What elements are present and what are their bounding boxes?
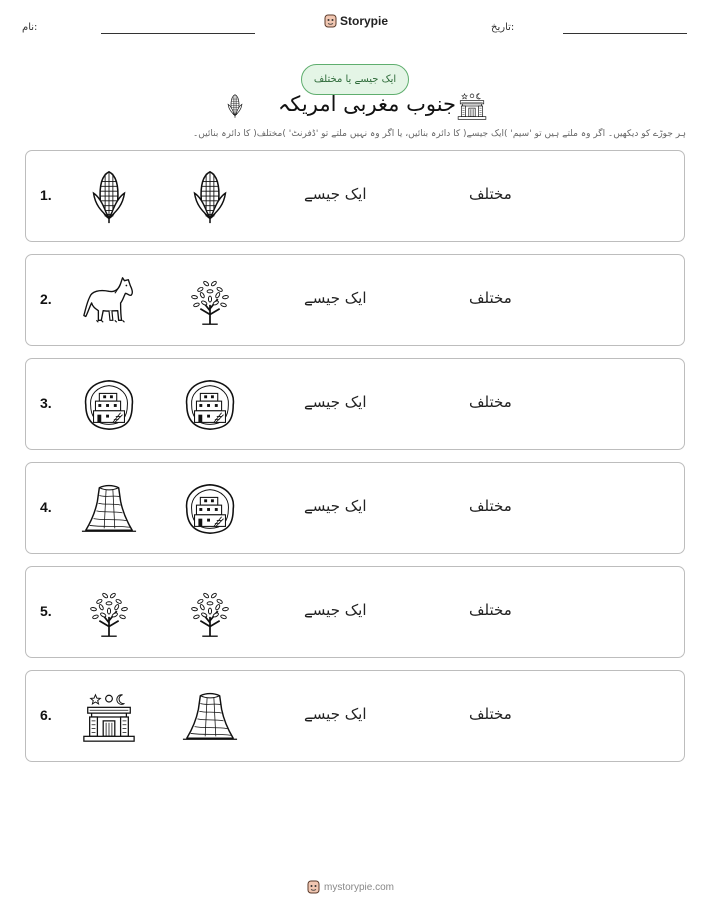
- brand-logo: [324, 14, 388, 28]
- title-row: [0, 90, 709, 124]
- corn-icon: [80, 167, 138, 227]
- horse-icon: [80, 271, 138, 331]
- exercise-row: [25, 462, 685, 554]
- shrub-icon: [181, 583, 239, 643]
- row-number: 3.: [40, 395, 52, 411]
- row-number: 1.: [40, 187, 52, 203]
- worksheet-type-badge: ایک جیسے یا مختلف: [301, 64, 409, 95]
- exercise-row: [25, 566, 685, 658]
- same-option[interactable]: ایک جیسے: [304, 393, 367, 411]
- shrub-icon: [181, 271, 239, 331]
- same-option[interactable]: ایک جیسے: [304, 601, 367, 619]
- instructions: ہر جوڑے کو دیکھیں۔ اگر وہ ملتے ہیں تو 'سیم' )ایک جیسے( کا دائرہ بنائیں، یا اگر وہ نہیں ملتے تو 'ڈفرنٹ' )مختلف( کا دائرہ بنائیں۔: [193, 129, 686, 139]
- cliff-dwelling-icon: [181, 479, 239, 539]
- different-option[interactable]: مختلف: [469, 497, 512, 515]
- exercise-row: [25, 150, 685, 242]
- same-option[interactable]: ایک جیسے: [304, 497, 367, 515]
- different-option[interactable]: مختلف: [469, 601, 512, 619]
- shrub-icon: [80, 583, 138, 643]
- brand-name: Storypie: [340, 14, 389, 28]
- different-option[interactable]: مختلف: [469, 393, 512, 411]
- same-option[interactable]: ایک جیسے: [304, 705, 367, 723]
- row-number: 5.: [40, 603, 52, 619]
- date-label: تاریخ:: [491, 22, 515, 33]
- corn-icon: [222, 90, 248, 122]
- footer: [307, 880, 394, 894]
- butte-icon: [181, 687, 239, 747]
- different-option[interactable]: مختلف: [469, 185, 512, 203]
- storypie-mascot-icon: [324, 14, 337, 28]
- exercise-row: [25, 358, 685, 450]
- exercise-row: [25, 254, 685, 346]
- storypie-mascot-icon: [307, 880, 320, 894]
- butte-icon: [80, 479, 138, 539]
- name-label: نام:: [22, 22, 38, 33]
- corn-icon: [181, 167, 239, 227]
- footer-url[interactable]: mystorypie.com: [324, 881, 395, 893]
- worksheet-header: [0, 12, 709, 42]
- cliff-dwelling-icon: [181, 375, 239, 435]
- ruins-icon: [456, 90, 488, 122]
- cliff-dwelling-icon: [80, 375, 138, 435]
- date-field[interactable]: [563, 33, 687, 34]
- row-number: 2.: [40, 291, 52, 307]
- page-title: جنوب مغربی امریکہ: [278, 92, 457, 116]
- same-option[interactable]: ایک جیسے: [304, 185, 367, 203]
- different-option[interactable]: مختلف: [469, 289, 512, 307]
- exercise-row: [25, 670, 685, 762]
- name-field[interactable]: [101, 33, 255, 34]
- row-number: 6.: [40, 707, 52, 723]
- different-option[interactable]: مختلف: [469, 705, 512, 723]
- row-number: 4.: [40, 499, 52, 515]
- same-option[interactable]: ایک جیسے: [304, 289, 367, 307]
- ruins-icon: [80, 687, 138, 747]
